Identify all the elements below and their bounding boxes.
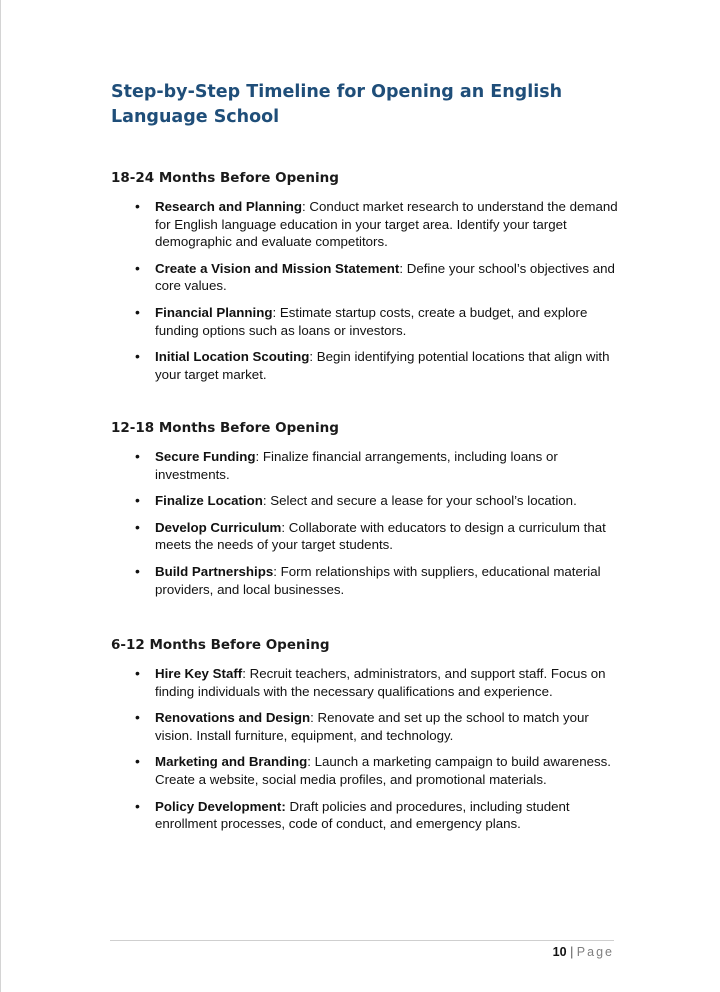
item-term: Create a Vision and Mission Statement [155, 260, 400, 276]
page-left-edge [0, 0, 1, 992]
item-term: Secure Funding [155, 449, 256, 464]
page-title: Step-by-Step Timeline for Opening an English Language School [111, 82, 563, 127]
bullet-icon: • [135, 303, 140, 320]
section-heading: 6-12 Months Before Opening [111, 637, 330, 653]
bullet-icon: • [135, 562, 140, 579]
bullet-icon: • [135, 448, 140, 464]
list-item [111, 492, 627, 510]
section-heading: 12-18 Months Before Opening [111, 420, 339, 436]
bullet-icon: • [135, 348, 140, 365]
bullet-icon: • [135, 198, 140, 214]
item-term: Marketing and Branding [155, 754, 308, 770]
section-heading: 18-24 Months Before Opening [111, 170, 339, 186]
item-term: Finalize Location [155, 493, 263, 509]
item-term: Renovations and Design [155, 710, 311, 726]
section-6-12-months [111, 637, 631, 842]
item-term: Develop Curriculum [155, 519, 282, 535]
item-text: : Conduct market research to understand the demand for English language education in your target area. Identify your target demographic and evaluate competitors. [155, 199, 618, 250]
list-item [111, 709, 627, 744]
section-12-18-months [111, 420, 631, 607]
footer-divider [110, 940, 614, 941]
item-text: : Select and secure a lease for your school’s location. [262, 493, 577, 509]
item-text: : Begin identifying potential locations that align with your target market. [155, 349, 610, 382]
bullet-list [111, 665, 631, 833]
item-text: : Launch a marketing campaign to build awareness. Create a website, social media profiles, and promotional materials. [155, 754, 611, 787]
item-term: Hire Key Staff [155, 666, 243, 681]
list-item [111, 665, 627, 700]
page-number: 10 [552, 945, 567, 959]
list-item [111, 304, 627, 339]
item-term: Policy Development: [155, 798, 286, 814]
list-item [111, 348, 627, 383]
bullet-icon: • [135, 259, 140, 276]
list-item [111, 260, 627, 295]
bullet-list [111, 448, 631, 598]
section-18-24-months [111, 170, 631, 392]
bullet-icon: • [135, 518, 140, 535]
footer-separator: | [570, 945, 574, 959]
list-item [111, 448, 627, 483]
list-item [111, 519, 627, 554]
item-text: : Renovate and set up the school to match your vision. Install furniture, equipment, and technology. [155, 710, 589, 743]
bullet-icon: • [135, 797, 140, 814]
item-text: : Recruit teachers, administrators, and support staff. Focus on finding individuals with the necessary qualifications and experience. [155, 666, 606, 699]
page-label: Page [576, 945, 614, 959]
list-item [111, 563, 627, 598]
bullet-icon: • [135, 492, 140, 509]
list-item [111, 798, 627, 833]
bullet-icon: • [135, 709, 140, 726]
item-text: : Finalize financial arrangements, including loans or investments. [155, 449, 558, 482]
item-term: Initial Location Scouting [155, 349, 310, 365]
item-text: : Estimate startup costs, create a budget, and explore funding options such as loans or investors. [155, 304, 588, 338]
bullet-list [111, 198, 631, 383]
bullet-icon: • [135, 753, 140, 770]
list-item [111, 198, 627, 251]
item-text: : Collaborate with educators to design a curriculum that meets the needs of your target students. [155, 519, 606, 553]
item-text: Draft policies and procedures, including student enrollment processes, code of conduct, and emergency plans. [155, 798, 570, 832]
list-item [111, 753, 627, 788]
item-term: Financial Planning [155, 304, 273, 320]
item-text: : Define your school’s objectives and core values. [155, 260, 615, 294]
item-term: Research and Planning [155, 199, 303, 214]
item-text: : Form relationships with suppliers, educational material providers, and local businesses. [155, 563, 601, 597]
page-footer [553, 944, 614, 960]
bullet-icon: • [135, 665, 140, 681]
item-term: Build Partnerships [155, 563, 274, 579]
